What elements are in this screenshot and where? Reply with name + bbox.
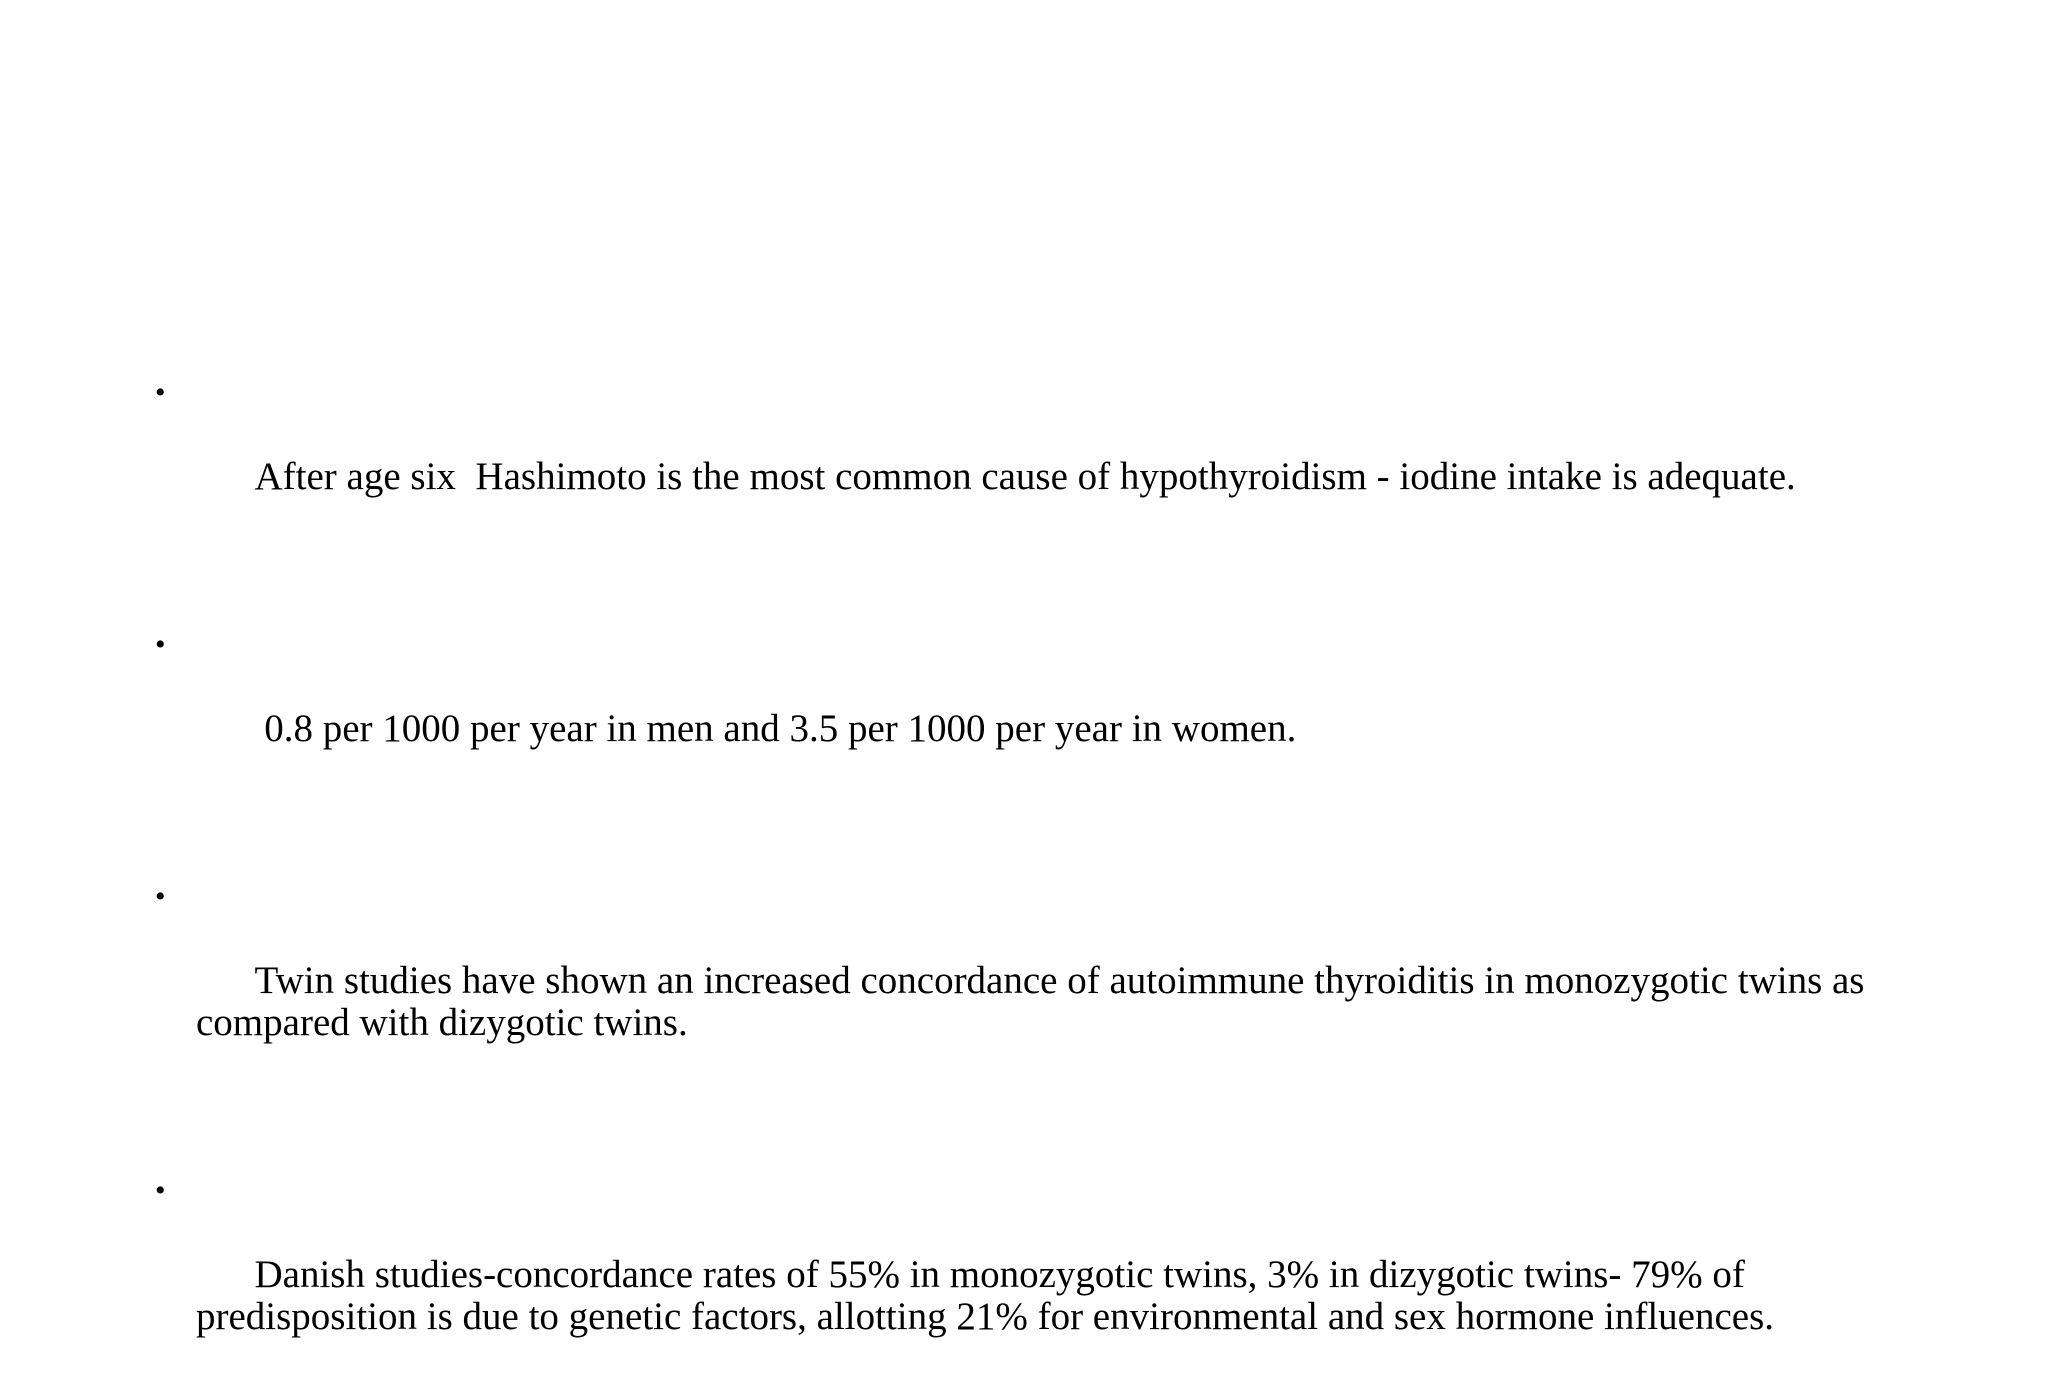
bullet-item-incidence [150,624,1930,792]
bullet-marker: • [155,880,166,913]
bullet-item-twin-studies [150,876,1930,1086]
bullet-text: 0.8 per 1000 per year in men and 3.5 per 1000 per year in women. [254,707,1297,750]
bullet-item-danish-studies [150,1170,1930,1380]
bullet-marker: • [155,376,166,409]
bullet-text: Twin studies have shown an increased concordance of autoimmune thyroiditis in monozygotic twins as compared with dizygotic twins. [196,959,1875,1044]
bullet-marker: • [155,628,166,661]
bullet-marker: • [155,1174,166,1207]
bullet-text: Danish studies-concordance rates of 55% in monozygotic twins, 3% in dizygotic twins- 79% of predisposition is due to genetic factors, allotting 21% for environmental and sex hormone influences. [196,1253,1775,1338]
bullet-text: After age six Hashimoto is the most common cause of hypothyroidism - iodine intake is adequate. [254,455,1796,498]
bullet-list [150,372,1930,1380]
bullet-item-hashimoto-cause [150,372,1930,540]
